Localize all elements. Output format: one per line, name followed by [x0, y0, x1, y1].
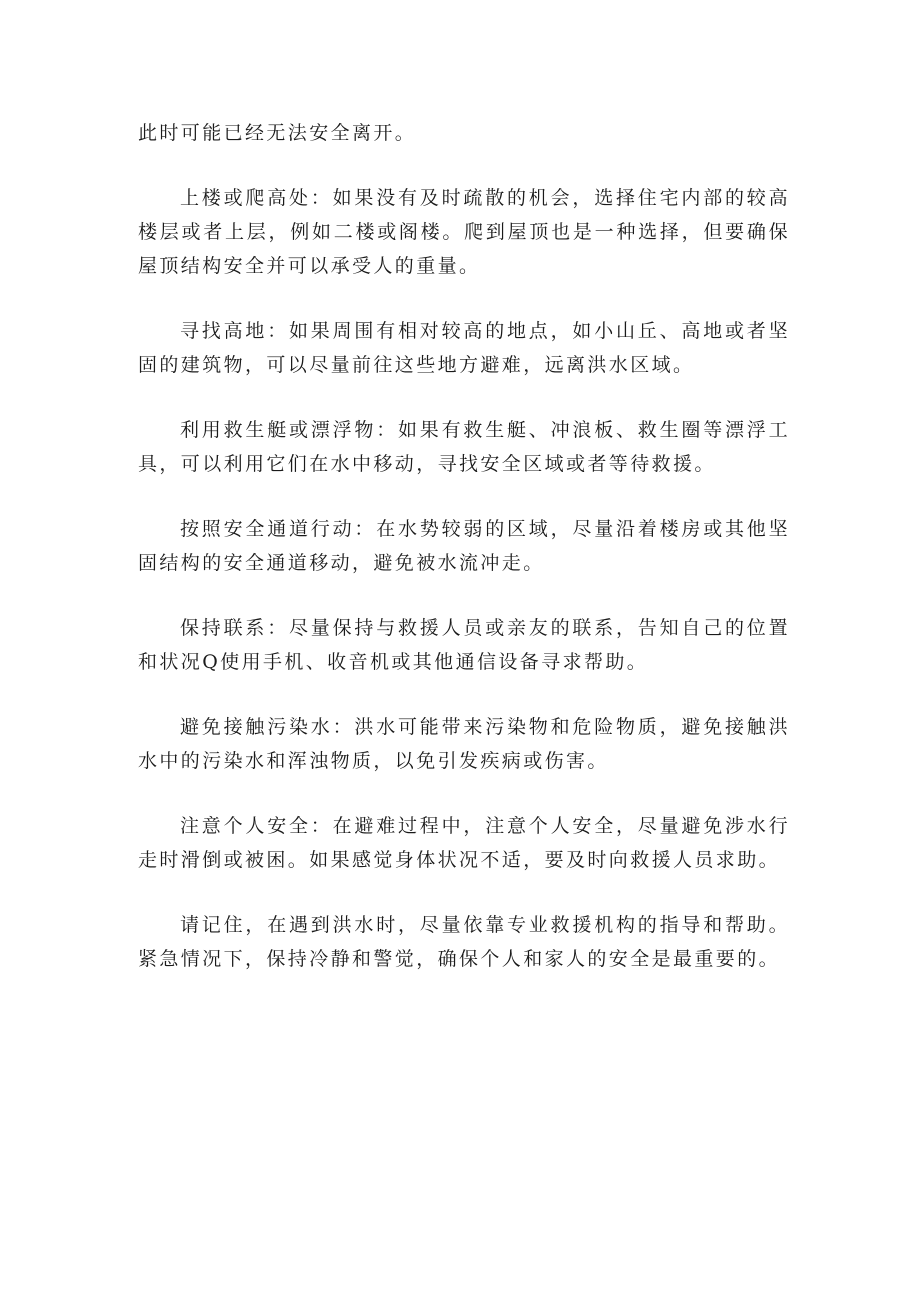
paragraph-lifeboat: 利用救生艇或漂浮物：如果有救生艇、冲浪板、救生圈等漂浮工具，可以利用它们在水中移动，寻找安全区域或者等待救援。: [138, 419, 790, 475]
paragraph-continuation: 此时可能已经无法安全离开。: [138, 122, 417, 144]
document-page: [138, 116, 790, 976]
paragraph-find-high-ground: 寻找高地：如果周围有相对较高的地点，如小山丘、高地或者坚固的建筑物，可以尽量前往这些地方避难，远离洪水区域。: [138, 320, 790, 376]
paragraph-keep-contact: 保持联系：尽量保持与救援人员或亲友的联系，告知自己的位置和状况Q使用手机、收音机或其他通信设备寻求帮助。: [138, 617, 790, 673]
paragraph-climb-higher: 上楼或爬高处：如果没有及时疏散的机会，选择住宅内部的较高楼层或者上层，例如二楼或阁楼。爬到屋顶也是一种选择，但要确保屋顶结构安全并可以承受人的重量。: [138, 187, 790, 277]
paragraph-personal-safety: 注意个人安全：在避难过程中，注意个人安全，尽量避免涉水行走时滑倒或被困。如果感觉身体状况不适，要及时向救援人员求助。: [138, 815, 790, 871]
paragraph-remember: 请记住，在遇到洪水时，尽量依靠专业救援机构的指导和帮助。紧急情况下，保持冷静和警觉，确保个人和家人的安全是最重要的。: [138, 914, 790, 970]
paragraph-avoid-polluted-water: 避免接触污染水：洪水可能带来污染物和危险物质，避免接触洪水中的污染水和浑浊物质，以免引发疾病或伤害。: [138, 716, 790, 772]
paragraph-safe-passage: 按照安全通道行动：在水势较弱的区域，尽量沿着楼房或其他坚固结构的安全通道移动，避免被水流冲走。: [138, 518, 790, 574]
